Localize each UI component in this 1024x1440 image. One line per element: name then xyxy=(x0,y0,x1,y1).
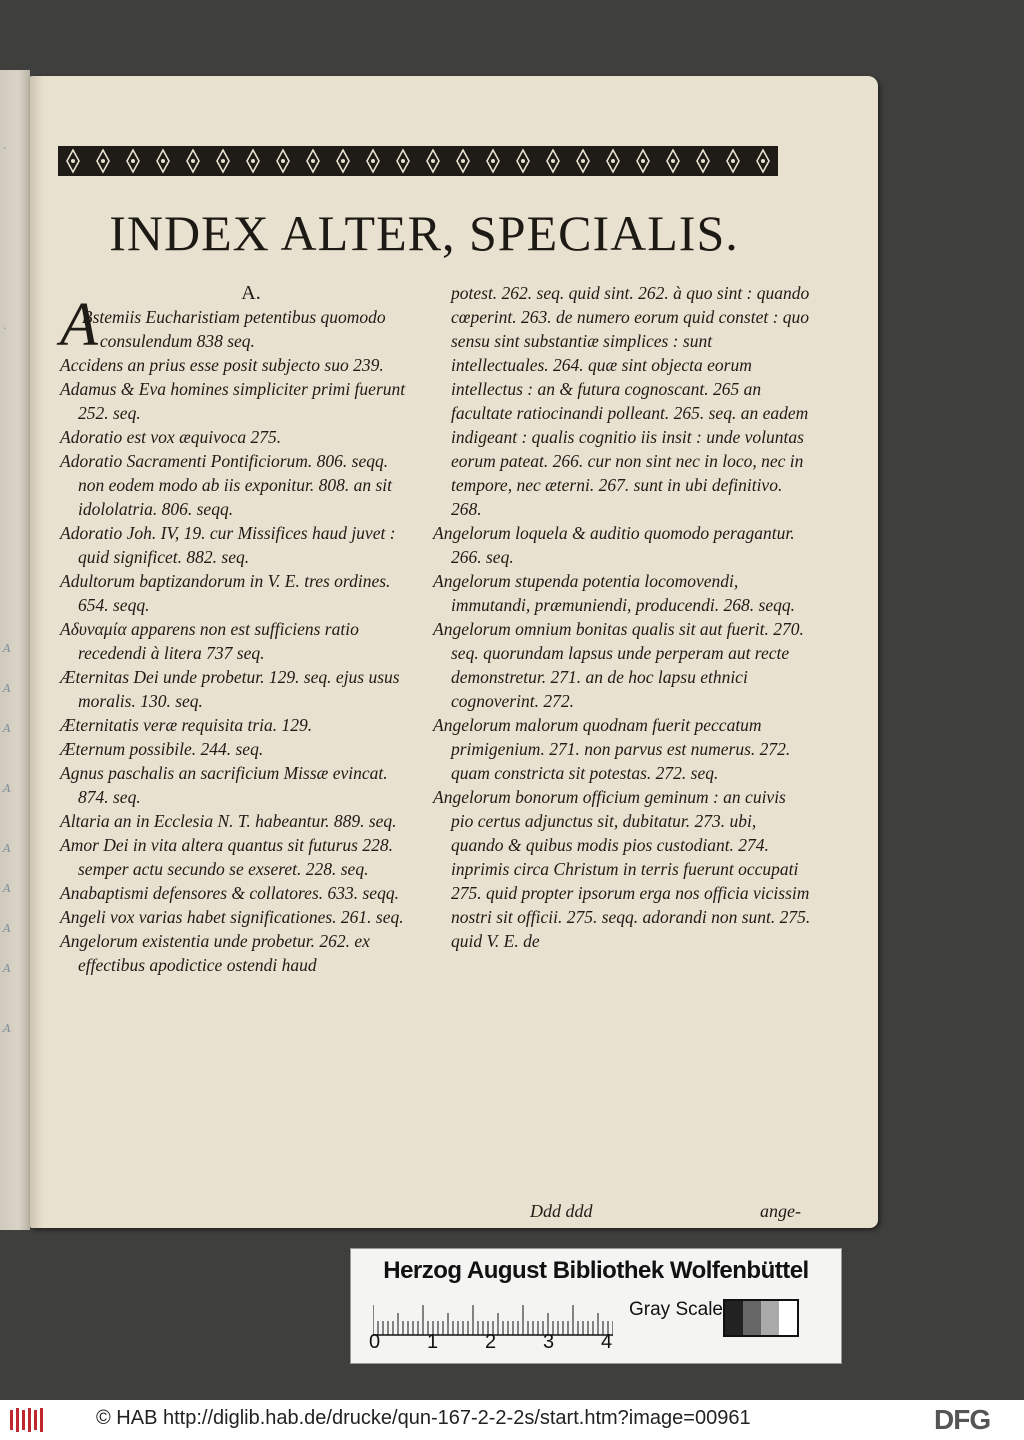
adjacent-page-fragments: · · A A A A A A A A A xyxy=(3,142,11,1035)
ruler-number: 1 xyxy=(427,1331,439,1353)
index-entry xyxy=(60,761,412,809)
page-title: INDEX ALTER, SPECIALIS. xyxy=(109,205,739,261)
index-entry xyxy=(433,617,811,713)
index-entry-text: Angelorum bonorum officium geminum : an cuivis pio certus adjunctus sit, dubitatur. 273. ubi, quando & quibus modis pios custodiant. 274. inprimis circa Christum in terris fuerunt occupati 275. quid propter ipsorum erga nos officia vicissim nostri sit officii. 275. seqq. adorandi non sunt. 275. quid V. E. de xyxy=(433,787,815,951)
index-entry-text: Angelorum omnium bonitas qualis sit aut fuerit. 270. seq. quorundam lapsus unde perperam aut recte demonstretur. 271. an de hoc lapsu ethnici cognoverint. 272. xyxy=(433,619,809,711)
index-entry-text: Adamus & Eva homines simpliciter primi fuerunt 252. seq. xyxy=(60,379,410,423)
index-entry xyxy=(60,377,412,425)
index-entry-text: Bstemiis Eucharistiam petentibus quomodo consulendum 838 seq. xyxy=(81,307,391,351)
index-entry xyxy=(60,569,412,617)
index-entry-text: Anabaptismi defensores & collatores. 633. seqq. xyxy=(60,883,399,903)
index-entry xyxy=(60,291,412,359)
index-entry xyxy=(433,785,815,953)
catchword: ange- xyxy=(760,1201,801,1221)
index-entry-text: potest. 262. seq. quid sint. 262. à quo sint : quando cœperint. 263. de numero eorum quid constet : quo sensu sint substantiæ simplices : sunt intellectuales. 264. quæ sint objecta eorum intellectus : an & futura cognoscant. 265 an facultate ratiocinandi polleant. 265. seq. an eadem indigeant : qualis cognitio iis insit : unde voluntas eorum pateat. 266. cur non sint nec in loco, nec in tempore, nec æterni. 267. sunt in ubi definitivo. 268. xyxy=(451,283,814,519)
index-entry xyxy=(433,713,811,785)
drop-cap: A xyxy=(60,291,98,359)
index-entry-text: Angelorum stupenda potentia locomovendi, immutandi, præmuniendi, producendi. 268. seqq. xyxy=(433,571,795,615)
index-entry xyxy=(433,521,811,569)
index-entry xyxy=(60,617,412,665)
index-entry xyxy=(60,809,412,833)
ornamental-border xyxy=(58,144,778,178)
ruler-numbers xyxy=(369,1331,629,1355)
index-entry xyxy=(60,665,412,713)
index-entry xyxy=(60,521,412,569)
index-entry-text: Αδυναμία apparens non est sufficiens ratio recedendi à litera 737 seq. xyxy=(60,619,364,663)
ruler-number: 2 xyxy=(485,1331,497,1353)
index-column-left xyxy=(60,281,412,977)
index-entry xyxy=(60,737,412,761)
ruler-number: 3 xyxy=(543,1331,555,1353)
index-entry xyxy=(60,929,412,977)
copyright-link[interactable]: © HAB http://diglib.hab.de/drucke/qun-167-2-2-2s/start.htm?image=00961 xyxy=(96,1407,751,1429)
index-entry-text: Æternitatis veræ requisita tria. 129. xyxy=(60,715,313,735)
dfg-logo: DFG xyxy=(934,1404,991,1435)
index-entry xyxy=(60,449,412,521)
index-entry xyxy=(433,569,811,617)
section-letter: A. xyxy=(241,282,261,304)
index-entry-text: Adoratio est vox æquivoca 275. xyxy=(60,427,282,447)
index-entry xyxy=(433,281,814,521)
index-entry xyxy=(60,833,412,881)
index-entry-text: Adultorum baptizandorum in V. E. tres ordines. 654. seqq. xyxy=(60,571,395,615)
index-entry-text: Angelorum loquela & auditio quomodo peragantur. 266. seq. xyxy=(433,523,800,567)
viewer-footer xyxy=(0,1400,1024,1440)
index-entry-text: Amor Dei in vita altera quantus sit futurus 228. semper actu secundo se exseret. 228. seq. xyxy=(60,835,398,879)
index-entry xyxy=(60,713,412,737)
index-entry-text: Angeli vox varias habet significationes. 261. seq. xyxy=(60,907,404,927)
gray-scale-label: Gray Scale xyxy=(629,1299,723,1320)
library-label-card xyxy=(350,1248,842,1364)
ruler-number: 0 xyxy=(369,1331,381,1353)
index-entry-text: Æternum possibile. 244. seq. xyxy=(60,739,264,759)
index-entry-text: Æternitas Dei unde probetur. 129. seq. ejus usus moralis. 130. seq. xyxy=(60,667,404,711)
library-name: Herzog August Bibliothek Wolfenbüttel xyxy=(383,1257,809,1284)
index-entry-text: Accidens an prius esse posit subjecto suo 239. xyxy=(60,355,384,375)
index-entry-text: Altaria an in Ecclesia N. T. habeantur. 889. seq. xyxy=(60,811,397,831)
index-entry xyxy=(60,353,412,377)
index-entry-text: Adoratio Joh. IV, 19. cur Missifices haud juvet : quid significet. 882. seq. xyxy=(60,523,400,567)
index-entry xyxy=(60,881,412,905)
index-entry-text: Angelorum malorum quodnam fuerit peccatum primigenium. 271. non parvus est numerus. 272. quam constricta sit potestas. 272. seq. xyxy=(433,715,795,783)
index-entry xyxy=(60,425,412,449)
index-column-right xyxy=(433,281,815,953)
index-entry-text: Angelorum existentia unde probetur. 262. ex effectibus apodictice ostendi haud xyxy=(60,931,375,975)
signature-mark: Ddd ddd xyxy=(530,1201,593,1221)
book-page xyxy=(30,76,878,1228)
gray-scale-swatches xyxy=(723,1299,799,1337)
ruler-number: 4 xyxy=(601,1331,613,1353)
index-entry xyxy=(60,905,412,929)
index-entry-text: Agnus paschalis an sacrificium Missæ evincat. 874. seq. xyxy=(60,763,392,807)
index-entry-text: Adoratio Sacramenti Pontificiorum. 806. seqq. non eodem modo ab iis exponitur. 808. an sit idololatria. 806. seqq. xyxy=(60,451,397,519)
hab-logo-icon xyxy=(8,1406,46,1434)
